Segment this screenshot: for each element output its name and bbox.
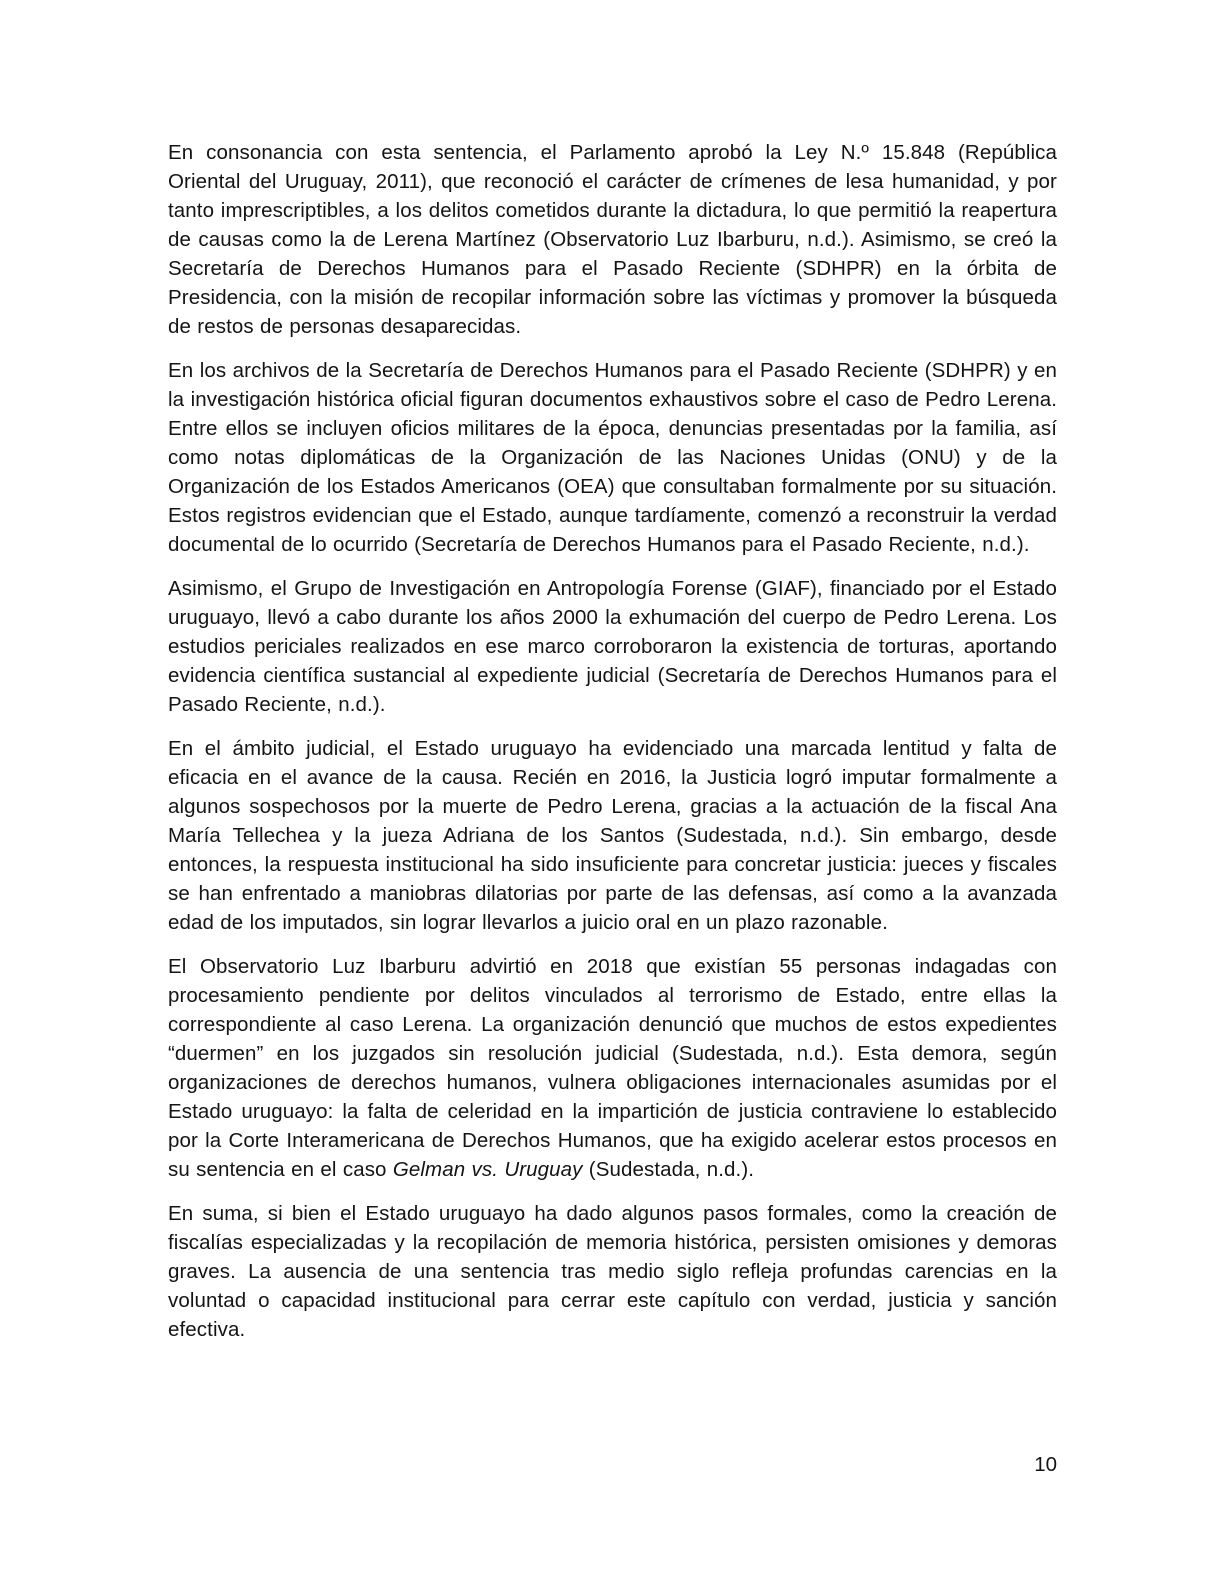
paragraph-run-normal: (Sudestada, n.d.). bbox=[582, 1158, 755, 1181]
document-body bbox=[168, 138, 1057, 1359]
paragraph-sdhpr-archives: En los archivos de la Secretaría de Derechos Humanos para el Pasado Reciente (SDHPR) y en la investigación histórica oficial figuran documentos exhaustivos sobre el caso de Pedro Lerena. Entre ellos se incluyen oficios militares de la época, denuncias presentadas por la familia, así como notas diplomáticas de la Organización de las Naciones Unidas (ONU) y de la Organización de los Estados Americanos (OEA) que consultaban formalmente por su situación. Estos registros evidencian que el Estado, aunque tardíamente, comenzó a reconstruir la verdad documental de lo ocurrido (Secretaría de Derechos Humanos para el Pasado Reciente, n.d.). bbox=[168, 359, 1057, 556]
paragraph-run-normal: El Observatorio Luz Ibarburu advirtió en 2018 que existían 55 personas indagadas con procesamiento pendiente por delitos vinculados al terrorismo de Estado, entre ellas la correspondiente al caso Lerena. La organización denunció que muchos de estos expedientes “duermen” en los juzgados sin resolución judicial (Sudestada, n.d.). Esta demora, según organizaciones de derechos humanos, vulnera obligaciones internacionales asumidas por el Estado uruguayo: la falta de celeridad en la impartición de justicia contraviene lo establecido por la Corte Interamericana de Derechos Humanos, que ha exigido acelerar estos procesos en su sentencia en el caso bbox=[168, 955, 1057, 1181]
paragraph-law-15848: En consonancia con esta sentencia, el Parlamento aprobó la Ley N.º 15.848 (República Oriental del Uruguay, 2011), que reconoció el carácter de crímenes de lesa humanidad, y por tanto imprescriptibles, a los delitos cometidos durante la dictadura, lo que permitió la reapertura de causas como la de Lerena Martínez (Observatorio Luz Ibarburu, n.d.). Asimismo, se creó la Secretaría de Derechos Humanos para el Pasado Reciente (SDHPR) en la órbita de Presidencia, con la misión de recopilar información sobre las víctimas y promover la búsqueda de restos de personas desaparecidas. bbox=[168, 141, 1057, 338]
case-name-gelman-italic: Gelman vs. Uruguay bbox=[392, 1158, 583, 1181]
paragraph-observatorio-2018 bbox=[168, 952, 1057, 1184]
page-number: 10 bbox=[1034, 1453, 1057, 1476]
paragraph-giaf-exhumation: Asimismo, el Grupo de Investigación en Antropología Forense (GIAF), financiado por el Estado uruguayo, llevó a cabo durante los años 2000 la exhumación del cuerpo de Pedro Lerena. Los estudios periciales realizados en ese marco corroboraron la existencia de torturas, aportando evidencia científica sustancial al expediente judicial (Secretaría de Derechos Humanos para el Pasado Reciente, n.d.). bbox=[168, 577, 1057, 716]
paragraph-conclusion: En suma, si bien el Estado uruguayo ha dado algunos pasos formales, como la creación de fiscalías especializadas y la recopilación de memoria histórica, persisten omisiones y demoras graves. La ausencia de una sentencia tras medio siglo refleja profundas carencias en la voluntad o capacidad institucional para cerrar este capítulo con verdad, justicia y sanción efectiva. bbox=[168, 1202, 1057, 1341]
paragraph-judicial-delay: En el ámbito judicial, el Estado uruguayo ha evidenciado una marcada lentitud y falta de eficacia en el avance de la causa. Recién en 2016, la Justicia logró imputar formalmente a algunos sospechosos por la muerte de Pedro Lerena, gracias a la actuación de la fiscal Ana María Tellechea y la jueza Adriana de los Santos (Sudestada, n.d.). Sin embargo, desde entonces, la respuesta institucional ha sido insuficiente para concretar justicia: jueces y fiscales se han enfrentado a maniobras dilatorias por parte de las defensas, así como a la avanzada edad de los imputados, sin lograr llevarlos a juicio oral en un plazo razonable. bbox=[168, 737, 1057, 934]
